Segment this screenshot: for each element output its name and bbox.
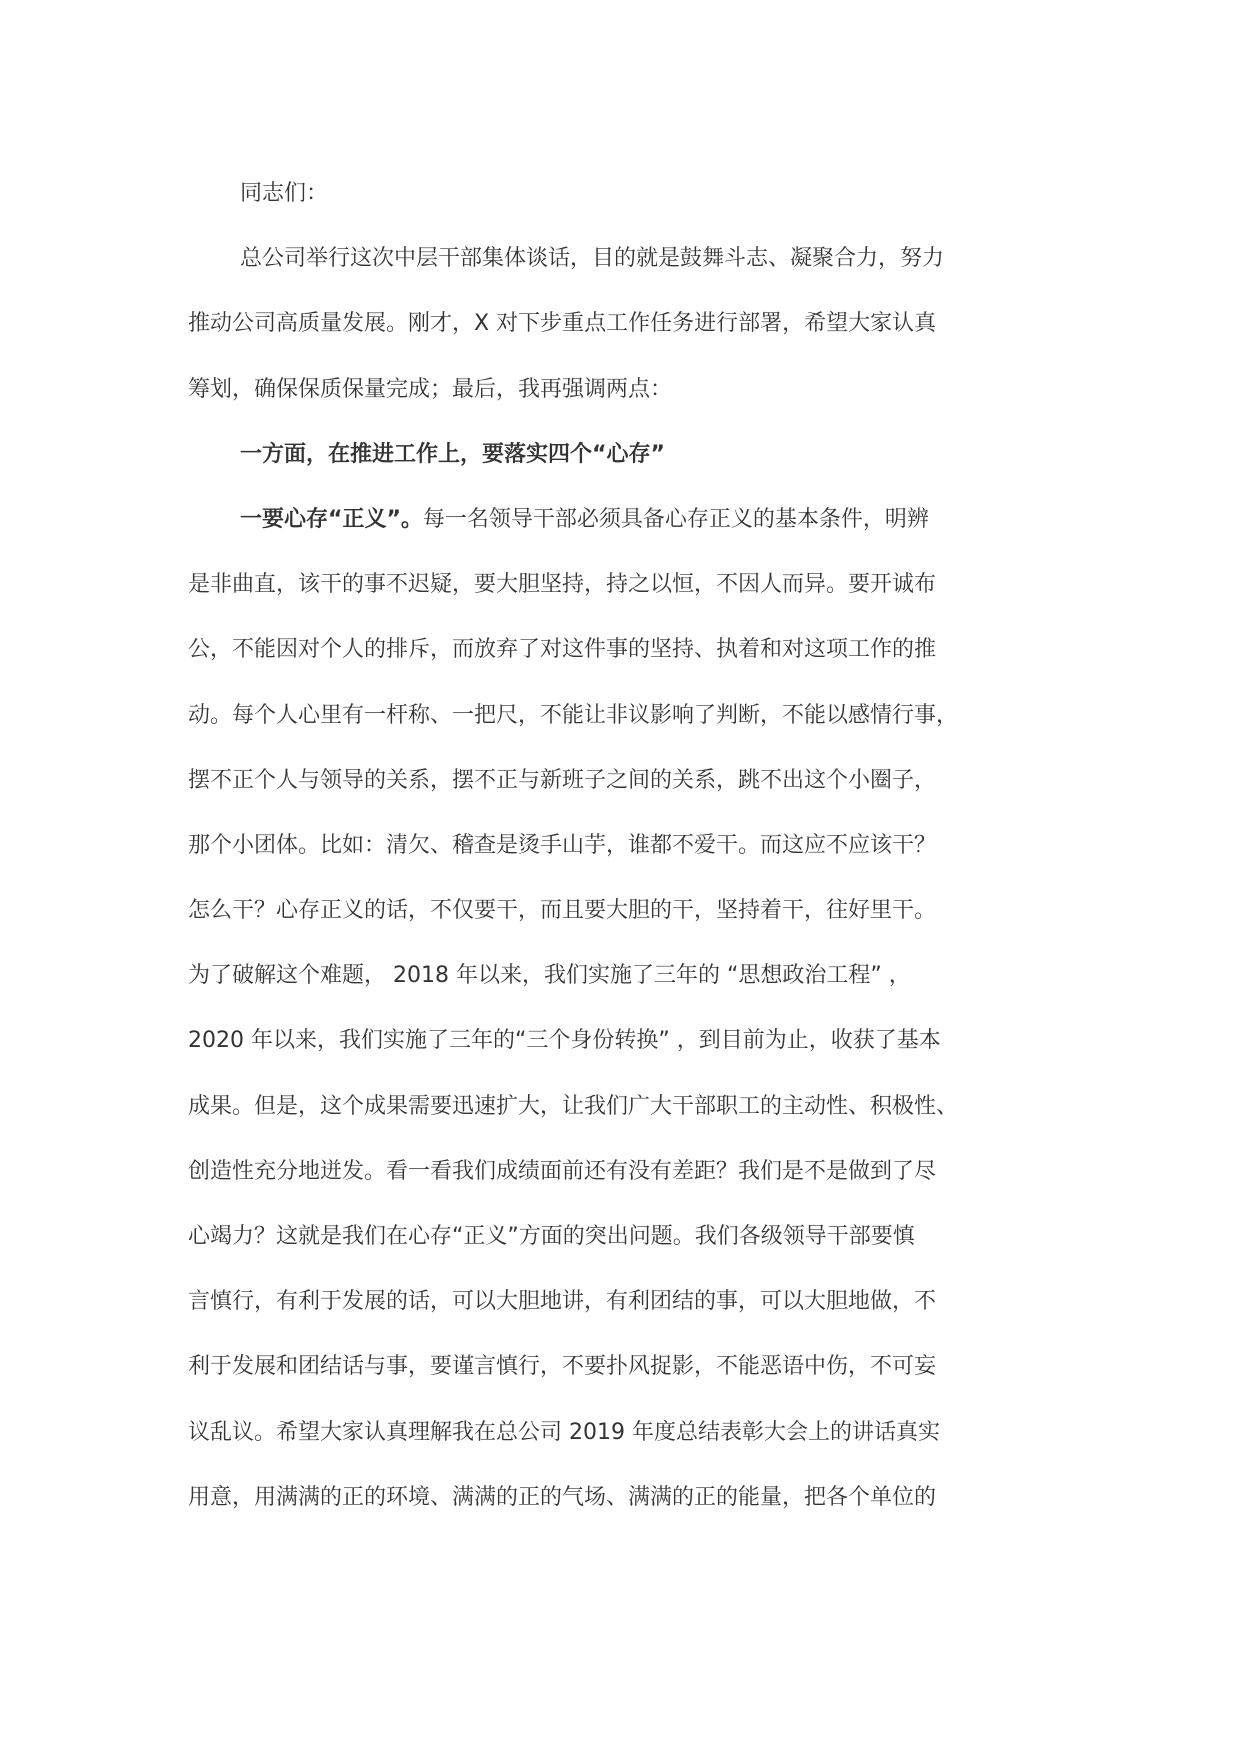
paragraph-line: 摆不正个人与领导的关系，摆不正与新班子之间的关系，跳不出这个小圈子， (188, 767, 937, 793)
paragraph-line: 用意，用满满的正的环境、满满的正的气场、满满的正的能量，把各个单位的 (188, 1484, 937, 1510)
paragraph-line: 成果。但是，这个成果需要迅速扩大，让我们广大干部职工的主动性、积极性、 (188, 1093, 959, 1119)
paragraph-line: 2020 年以来，我们实施了三年的“三个身份转换” ，到目前为止，收获了基本 (188, 1028, 941, 1054)
paragraph-line: 为了破解这个难题， 2018 年以来，我们实施了三年的 “思想政治工程” ， (188, 963, 911, 989)
salutation: 同志们： (240, 181, 329, 206)
section-heading: 一方面，在推进工作上，要落实四个“心存” (240, 441, 665, 467)
paragraph-line: 动。每个人心里有一杆称、一把尺，不能让非议影响了判断，不能以感情行事， (188, 702, 959, 728)
paragraph-line: 那个小团体。比如：清欠、稽查是烫手山芋，谁都不爱干。而这应不应该干？ (188, 832, 937, 858)
paragraph-line: 是非曲直，该干的事不迟疑，要大胆坚持，持之以恒，不因人而异。要开诚布 (188, 572, 937, 598)
intro-line: 推动公司高质量发展。刚才，X 对下步重点工作任务进行部署，希望大家认真 (188, 311, 937, 337)
intro-line: 筹划，确保保质保量完成；最后，我再强调两点： (188, 376, 673, 402)
paragraph-line: 利于发展和团结话与事，要谨言慎行，不要扑风捉影，不能恶语中伤，不可妄 (188, 1354, 937, 1380)
point-one-first-line (188, 504, 1068, 569)
paragraph-line: 议乱议。希望大家认真理解我在总公司 2019 年度总结表彰大会上的讲话真实 (188, 1419, 940, 1445)
point-one-title: 一要心存“正义”。 (240, 506, 423, 532)
paragraph-line: 公，不能因对个人的排斥，而放弃了对这件事的坚持、执着和对这项工作的推 (188, 637, 937, 663)
point-one-first-line-text: 每一名领导干部必须具备心存正义的基本条件，明辨 (422, 506, 929, 532)
paragraph-line: 创造性充分地迸发。看一看我们成绩面前还有没有差距？我们是不是做到了尽 (188, 1158, 937, 1184)
paragraph-line: 言慎行，有利于发展的话，可以大胆地讲，有利团结的事，可以大胆地做，不 (188, 1289, 937, 1315)
paragraph-line: 怎么干？心存正义的话，不仅要干，而且要大胆的干，坚持着干，往好里干。 (188, 898, 937, 924)
document-body (188, 178, 1068, 1547)
intro-line: 总公司举行这次中层干部集体谈话，目的就是鼓舞斗志、凝聚合力，努力 (240, 246, 945, 272)
paragraph-line: 心竭力？这就是我们在心存“正义”方面的突出问题。我们各级领导干部要慎 (188, 1224, 915, 1249)
